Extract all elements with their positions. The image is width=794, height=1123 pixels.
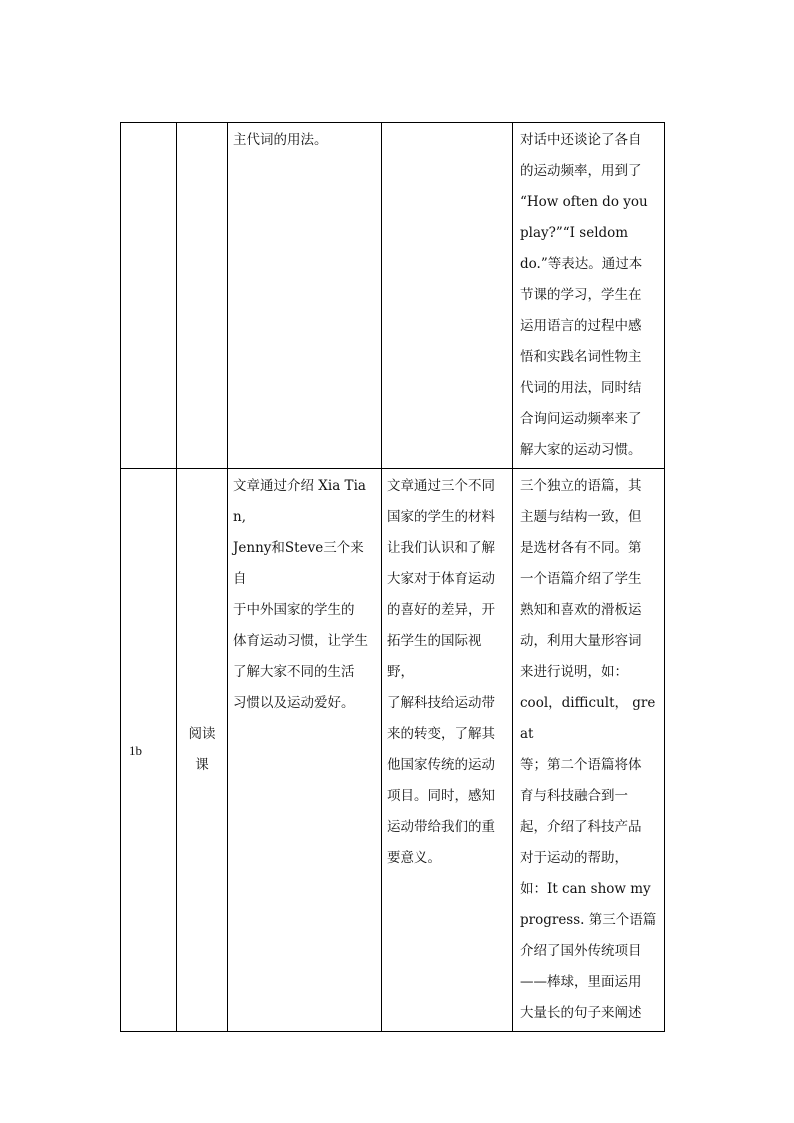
table-row [121, 469, 665, 1032]
lesson-code-cell [121, 123, 177, 469]
lesson-type-cell [177, 123, 228, 469]
analysis-cell: 三个独立的语篇，其 主题与结构一致，但 是选材各有不同。第 一个语篇介绍了学生 熟知和喜欢的滑板运 动，利用大量形容词 来进行说明，如： cool，difficult， great 等；第二个语篇将体 育与科技融合到一 起，介绍了科技产品 对于运动的帮助， 如：It can show my progress. 第三个语篇 介绍了国外传统项目 ——棒球，里面运用 大量长的句子来阐述 [513, 469, 665, 1032]
table-row [121, 123, 665, 469]
lesson-code-cell: 1b [121, 469, 177, 1032]
meaning-cell [382, 123, 513, 469]
lesson-type-cell: 阅读 课 [177, 469, 228, 1032]
analysis-cell: 对话中还谈论了各自 的运动频率，用到了 “How often do you play?”“I seldom do.”等表达。通过本 节课的学习，学生在 运用语言的过程中感 悟和实践名词性物主 代词的用法，同时结 合询问运动频率来了 解大家的运动习惯。 [513, 123, 665, 469]
lesson-analysis-table [120, 122, 665, 1032]
content-cell: 主代词的用法。 [228, 123, 382, 469]
meaning-cell: 文章通过三个不同 国家的学生的材料 让我们认识和了解 大家对于体育运动 的喜好的差异，开 拓学生的国际视野， 了解科技给运动带 来的转变，了解其 他国家传统的运动 项目。同时，感知 运动带给我们的重 要意义。 [382, 469, 513, 1032]
content-cell: 文章通过介绍 Xia Tian, Jenny和Steve三个来自 于中外国家的学生的 体育运动习惯，让学生 了解大家不同的生活 习惯以及运动爱好。 [228, 469, 382, 1032]
